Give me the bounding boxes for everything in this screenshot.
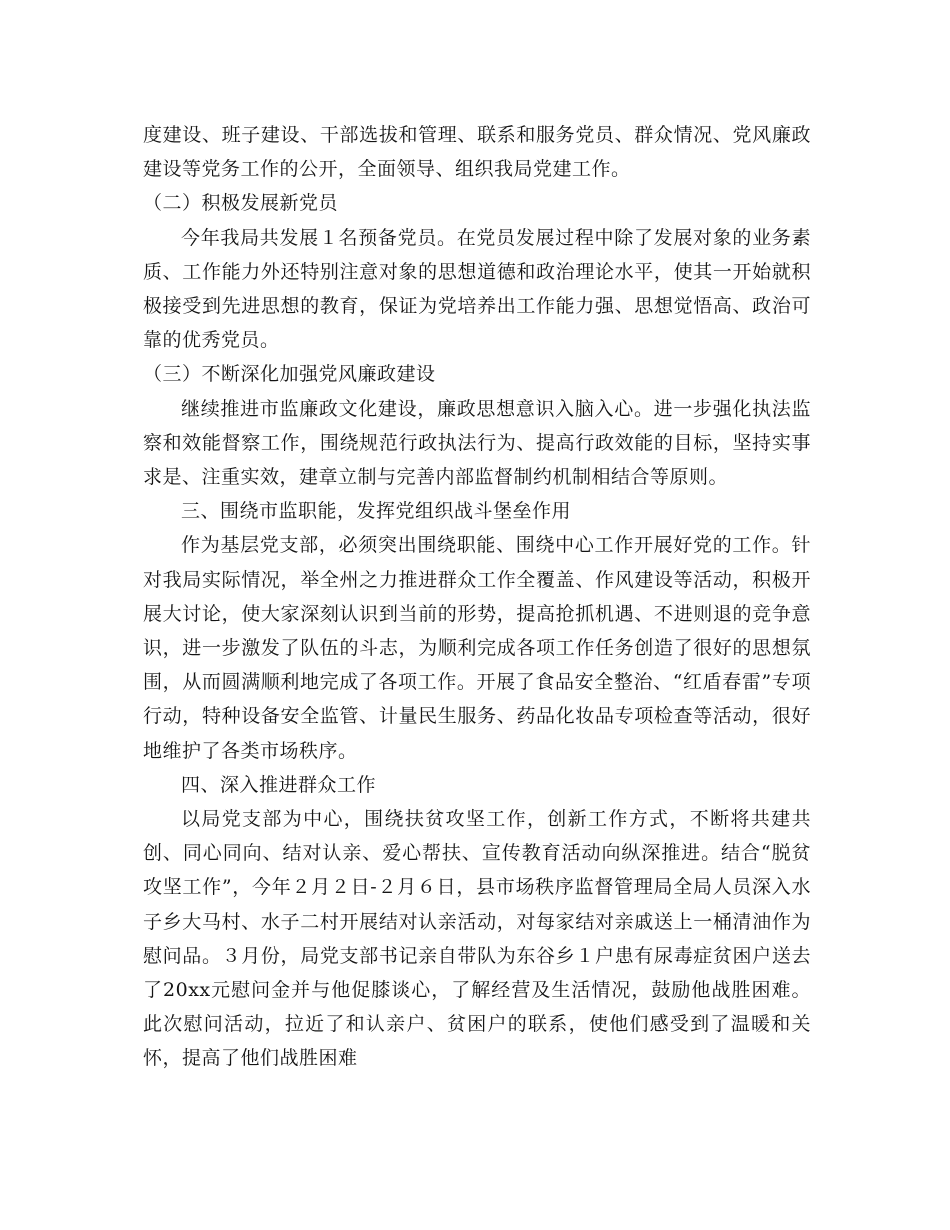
section-heading-2: （二）积极发展新党员 [143, 192, 339, 215]
section-heading-3: （三）不断深化加强党风廉政建设 [143, 363, 436, 386]
paragraph-grassroots: 作为基层党支部，必须突出围绕职能、围绕中心工作开展好党的工作。针对我局实际情况，举全州之力推进群众工作全覆盖、作风建设等活动，积极开展大讨论，使大家深刻认识到当前的形势，提高抢抓机遇、不进则退的竞争意识，进一步激发了队伍的斗志，为顺利完成各项工作任务创造了很好的思想氛围，从而圆满顺利地完成了各项工作。开展了食品安全整治、“红盾春雷”专项行动，特种设备安全监管、计量民生服务、药品化妆品专项检查等活动，很好地维护了各类市场秩序。 [143, 534, 811, 762]
paragraph-continuation: 度建设、班子建设、干部选拔和管理、联系和服务党员、群众情况、党风廉政建设等党务工作的公开，全面领导、组织我局党建工作。 [143, 124, 811, 181]
paragraph-party-members: 今年我局共发展１名预备党员。在党员发展过程中除了发展对象的业务素质、工作能力外还特别注意对象的思想道德和政治理论水平，使其一开始就积极接受到先进思想的教育，保证为党培养出工作能力强、思想觉悟高、政治可靠的优秀党员。 [143, 226, 811, 352]
document-body [143, 118, 811, 1076]
paragraph-mass-work: 以局党支部为中心，围绕扶贫攻坚工作，创新工作方式，不断将共建共创、同心同向、结对认亲、爱心帮扶、宣传教育活动向纵深推进。结合“脱贫攻坚工作”，今年２月２日-２月６日，县市场秩序监督管理局全局人员深入水子乡大马村、水子二村开展结对认亲活动，对每家结对亲戚送上一桶清油作为慰问品。３月份，局党支部书记亲自带队为东谷乡１户患有尿毒症贫困户送去了20xx元慰问金并与他促膝谈心，了解经营及生活情况，鼓励他战胜困难。此次慰问活动，拉近了和认亲户、贫困户的联系，使他们感受到了温暖和关怀，提高了他们战胜困难 [143, 808, 811, 1070]
paragraph-integrity: 继续推进市监廉政文化建设，廉政思想意识入脑入心。进一步强化执法监察和效能督察工作，围绕规范行政执法行为、提高行政效能的目标，坚持实事求是、注重实效，建章立制与完善内部监督制约机制相结合等原则。 [143, 397, 811, 489]
section-heading-three: 三、围绕市监职能，发挥党组织战斗堡垒作用 [181, 500, 572, 523]
section-heading-four: 四、深入推进群众工作 [181, 773, 377, 796]
